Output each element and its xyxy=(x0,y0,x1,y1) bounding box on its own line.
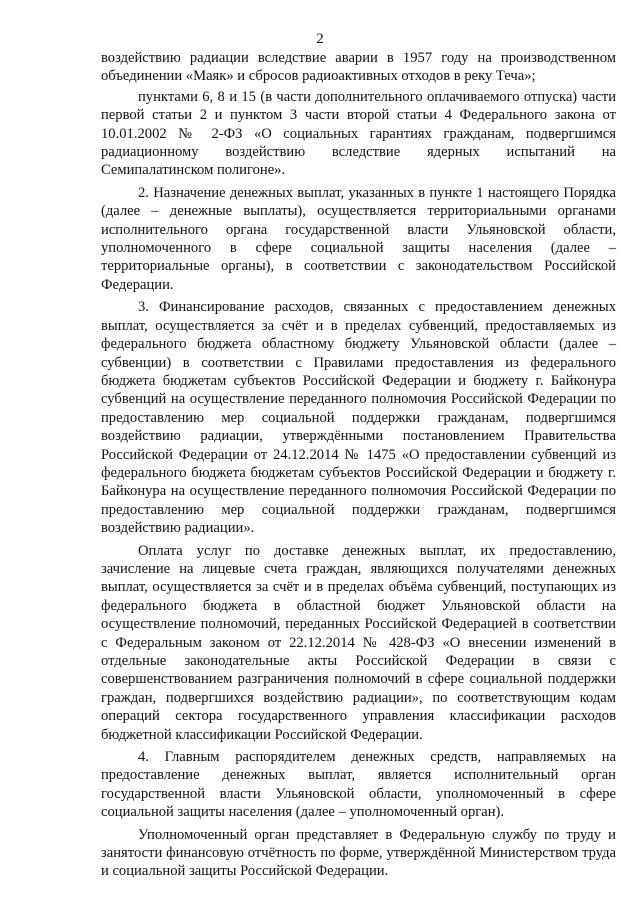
paragraph-continuation: воздействию радиации вследствие аварии в 1957 году на производственном объединении «Маяк» и сбросов радиоактивных отходов в реку Теча»; xyxy=(101,50,616,85)
paragraph-delivery-payment: Оплата услуг по доставке денежных выплат, их предоставлению, зачисление на лицевые счета граждан, являющихся получателями денежных выплат, осуществляется за счёт и в пределах объёма субвенций, поступающих из федерального бюджета в областной бюджет Ульяновской области на осуществление полномочий, переданных Российской Федерацией в соответствии с Федеральным законом от 22.12.2014 № 428-ФЗ «О внесении изменений в отдельные законодательные акты Российской Федерации в связи с совершенствованием разграничения полномочий в сфере социальной поддержки граждан, подвергшихся воздействию радиации», по соответствующим кодам операций сектора государственного управления классификации расходов бюджетной классификации Российской Федерации. xyxy=(101,542,616,743)
paragraph-4-main-manager: 4. Главным распорядителем денежных средств, направляемых на предоставление денежных выплат, является исполнительный орган государственной власти Ульяновской области, уполномоченный в сфере социальной защиты населения (далее – уполномоченный орган). xyxy=(101,749,616,821)
document-body xyxy=(101,49,616,881)
page-number: 2 xyxy=(316,31,324,47)
paragraph-semipalatinsk: пунктами 6, 8 и 15 (в части дополнительного оплачиваемого отпуска) части первой статьи 2 и пунктом 3 части второй статьи 4 Федерального закона от 10.01.2002 № 2-ФЗ «О социальных гарантиях гражданам, подвергшимся радиационному воздействию вследствие ядерных испытаний на Семипалатинском полигоне». xyxy=(101,88,616,179)
paragraph-2-assignment: 2. Назначение денежных выплат, указанных в пункте 1 настоящего Порядка (далее – денежные выплаты), осуществляется территориальными органами исполнительного органа государственной власти Ульяновской области, уполномоченного в сфере социальной защиты населения (далее – территориальные органы), в соответствии с законодательством Российской Федерации. xyxy=(101,184,616,293)
paragraph-reporting: Уполномоченный орган представляет в Федеральную службу по труду и занятости финансовую отчётность по форме, утверждённой Министерством труда и социальной защиты Российской Федерации. xyxy=(101,826,616,880)
paragraph-3-financing: 3. Финансирование расходов, связанных с предоставлением денежных выплат, осуществляется за счёт и в пределах субвенций, предоставляемых из федерального бюджета областному бюджету Ульяновской области (далее – субвенции) в соответствии с Правилами предоставления из федерального бюджета бюджетам субъектов Российской Федерации и бюджету г. Байконура субвенций на осуществление переданного полномочия Российской Федерации по предоставлению мер социальной поддержки гражданам, подвергшимся воздействию радиации, утверждёнными постановлением Правительства Российской Федерации от 24.12.2014 № 1475 «О предоставлении субвенций из федерального бюджета бюджетам субъектов Российской Федерации и бюджету г. Байконура на осуществление переданного полномочия Российской Федерации по предоставлению мер социальной поддержки гражданам, подвергшимся воздействию радиации». xyxy=(101,299,616,537)
